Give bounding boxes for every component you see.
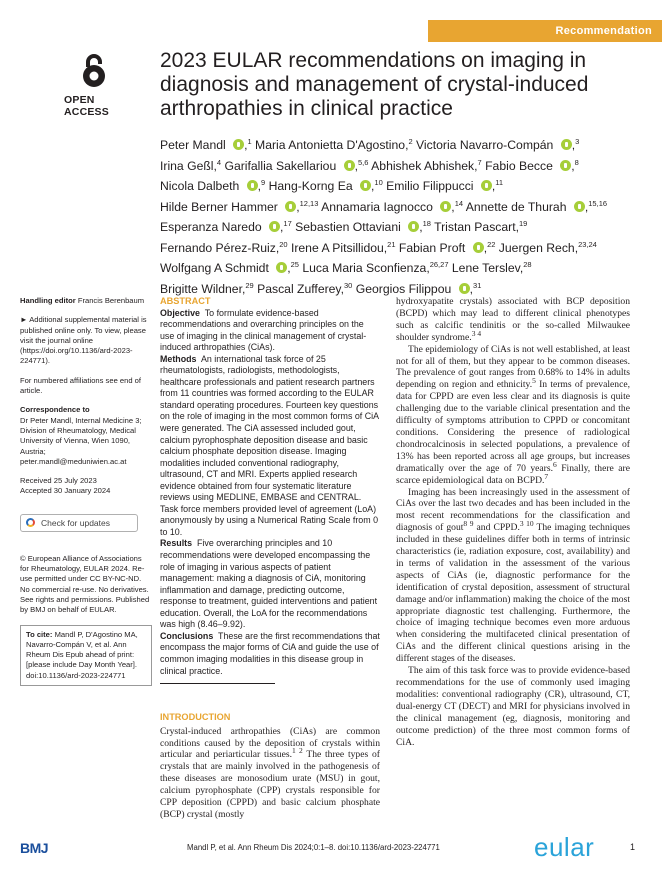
objective-label: Objective — [160, 307, 200, 318]
page-number: 1 — [630, 842, 636, 852]
open-access-lock-icon — [80, 53, 108, 89]
bmj-logo: BMJ — [20, 840, 49, 856]
introduction-paragraph: Crystal-induced arthropathies (CiAs) are common conditions caused by the deposition of crystals within articular and periarticular tissues.$^{1 2}$ The three types of crystals that are mainly involved in the pathogenesis of these diseases are monosodium urate (MSU) in gout, calcium pyrophosphate (CPP) crystals responsible for CPP deposition (CPPD) and basic calcium phosphate (BCP) crystal (mostly — [160, 725, 380, 820]
right-text-column — [396, 296, 630, 748]
citation-box — [20, 625, 152, 686]
objective-text: To formulate evidence-based recommendations and overarching principles on the use of imaging in the clinical management of crystal-induced arthropathies (CiAs). — [160, 307, 367, 353]
affiliations-note: For numbered affiliations see end of article. — [20, 375, 142, 396]
methods-label: Methods — [160, 353, 197, 364]
correspondence-label: Correspondence to — [20, 405, 90, 415]
eular-logo: eular — [534, 832, 595, 862]
copyright-notice: © European Alliance of Associations for Rheumatology, EULAR 2024. Re-use permitted under CC BY-NC-ND. No commercial re-use. No derivatives. See rights and permissions. Published by BMJ on behalf of EULAR. — [20, 553, 150, 615]
abstract-heading: ABSTRACT — [160, 296, 211, 306]
article-type-banner: Recommendation — [428, 20, 662, 42]
intro-paragraph-imaging: Imaging has been increasingly used in the assessment of CiAs over the last two decades and has been included in the most recent recommendations for the classification and diagnosis of gout$^{8 9}$ and CPPD.$^{3 10}$ The imaging techniques included in these guidelines differ both in terms of intrinsic characteristics (ie, radiation exposure, cost, availability) and in terms of validation in the assessment of the various aspects of CiAs (ie, diagnostic performance for the identification of crystal deposition, assessment of structural damage and/or inflammation) making the choice of the most appropriate diagnostic test challenging. Furthermore, the choice of imaging technique becomes even more arduous when considering the multifaceted clinical presentation of CiAs and the different clinical questions arising in the different stages of the diseases. — [396, 486, 631, 665]
supplemental-note[interactable]: ► Additional supplemental material is published online only. To view, please visit the journal online (https://doi.org/10.1136/ard-2023-224771). — [20, 315, 147, 366]
intro-paragraph-epidemiology: The epidemiology of CiAs is not well established, at least not for all of them, but they appear to be common diseases. The prevalence of gout ranges from 0.68% to 14% in adults depending on region and ethnicity.$^5$ In terms of prevalence, data for CPPD are even less clear and its diagnosis is quite challenging due to the variable clinical presentation and the difficulty of symptoms attribution to CPPD or concomitant conditions. Considering the presence of radiological chondrocalcinosis in selected populations, a prevalence of 13% has been reported across all age groups, but increases dramatically over the age of 70 years.$^6$ Finally, there are scarce epidemiological data on BCPD.$^7$ — [396, 343, 630, 486]
left-text-column — [160, 296, 380, 821]
received-date: Received 25 July 2023 — [20, 476, 97, 486]
open-access-label: OPEN ACCESS — [64, 94, 109, 118]
cite-text: Mandl P, D'Agostino MA, Navarro-Compán V, et al. Ann Rheum Dis Epub ahead of print: [please include Day Month Year]. doi:10.1136/ard-2023-224771 — [26, 629, 138, 680]
conclusions-text: These are the first recommendations that encompass the major forms of CiA and guide the use of common imaging modalities in this disease group in clinical practice. — [160, 630, 380, 676]
intro-paragraph-aim: The aim of this task force was to provide evidence-based recommendations for the use of commonly used imaging modalities: conventional radiography (CR), ultrasound, CT, dual-energy CT (DECT) and MRI for physicians involved in the clinical management (eg, diagnosis, monitoring and outcome prediction) of the three most common forms of CiA. — [396, 665, 630, 748]
correspondence-address[interactable]: Dr Peter Mandl, Internal Medicine 3; Division of Rheumatology, Medical University of Vienna, Wien 1090, Austria; peter.mandl@meduniwien.ac.at — [20, 415, 142, 466]
introduction-heading: INTRODUCTION — [160, 712, 231, 723]
section-divider — [160, 683, 275, 684]
accepted-date: Accepted 30 January 2024 — [20, 486, 111, 496]
handling-editor-label: Handling editor — [20, 296, 76, 305]
article-sidebar — [20, 296, 152, 686]
methods-text: An international task force of 25 rheumatologists, radiologists, methodologists, healthcare professionals and patient research partners from 11 countries was formed according to the EULAR standard operating procedures. Fourteen key questions on the role of imaging in the most common forms of CiA were generated. The CiA assessed included gout, calcium pyrophosphate deposition disease and basic calcium phosphate deposition disease. Imaging modalities included conventional radiography, ultrasound, CT and MRI. Experts applied research evidence obtained from four systematic literature reviews using MEDLINE, EMBASE and CENTRAL. Task force members provided level of agreement (LoA) anonymously by using a Numerical Rating Scale from 0 to 10. — [160, 353, 379, 537]
author-list: Peter Mandl ,$^1$ Maria Antonietta D'Agostino,$^2$ Victoria Navarro-Compán ,$^3$ Irina Geßl,$^4$ Garifallia Sakellariou ,$^{5,6}$ Abhishek Abhishek,$^7$ Fabio Becce ,$^8$ Nicola Dalbeth ,$^9$ Hang-Korng Ea ,$^{10}$ Emilio Filippucci ,$^{11}$ Hilde Berner Hammer ,$^{12,13}$ Annamaria Iagnocco ,$^{14}$ Annette de Thurah ,$^{15,16}$ Esperanza Naredo ,$^{17}$ Sebastien Ottaviani ,$^{18}$ Tristan Pascart,$^{19}$ Fernando Pérez-Ruiz,$^{20}$ Irene A Pitsillidou,$^{21}$ Fabian Proft ,$^{22}$ Juergen Rech,$^{23,24}$ Wolfgang A Schmidt ,$^{25}$ Luca Maria Sconfienza,$^{26,27}$ Lene Terslev,$^{28}$ Brigitte Wildner,$^{29}$ Pascal Zufferey,$^{30}$ Georgios Filippou ,$^{31}$ — [160, 136, 608, 296]
check-for-updates-button[interactable]: Check for updates — [20, 514, 138, 532]
article-title: 2023 EULAR recommendations on imaging in diagnosis and management of crystal-induced arthropathies in clinical practice — [160, 49, 589, 120]
conclusions-label: Conclusions — [160, 630, 214, 641]
footer-citation: Mandl P, et al. Ann Rheum Dis 2024;0:1–8. doi:10.1136/ard-2023-224771 — [187, 843, 440, 852]
results-label: Results — [160, 538, 193, 549]
abstract-body — [160, 308, 380, 678]
results-text: Five overarching principles and 10 recommendations were developed encompassing the role of imaging in various aspects of patient management: making a diagnosis of CiA, monitoring inflammation and damage, predicting outcome, response to treatment, guided interventions and patient education. Overall, the LoA for the recommendations was high (8.46–9.92). — [160, 538, 378, 630]
intro-paragraph-continued: hydroxyapatite crystals) associated with BCP deposition (BCPD) which may lead to different clinical phenotypes such as calcific tendinitis or the so-called Milwaukee shoulder syndrome.$^{3 4}$ — [396, 296, 630, 343]
cite-label: To cite: — [26, 629, 53, 639]
handling-editor-name: Francis Berenbaum — [77, 296, 145, 305]
